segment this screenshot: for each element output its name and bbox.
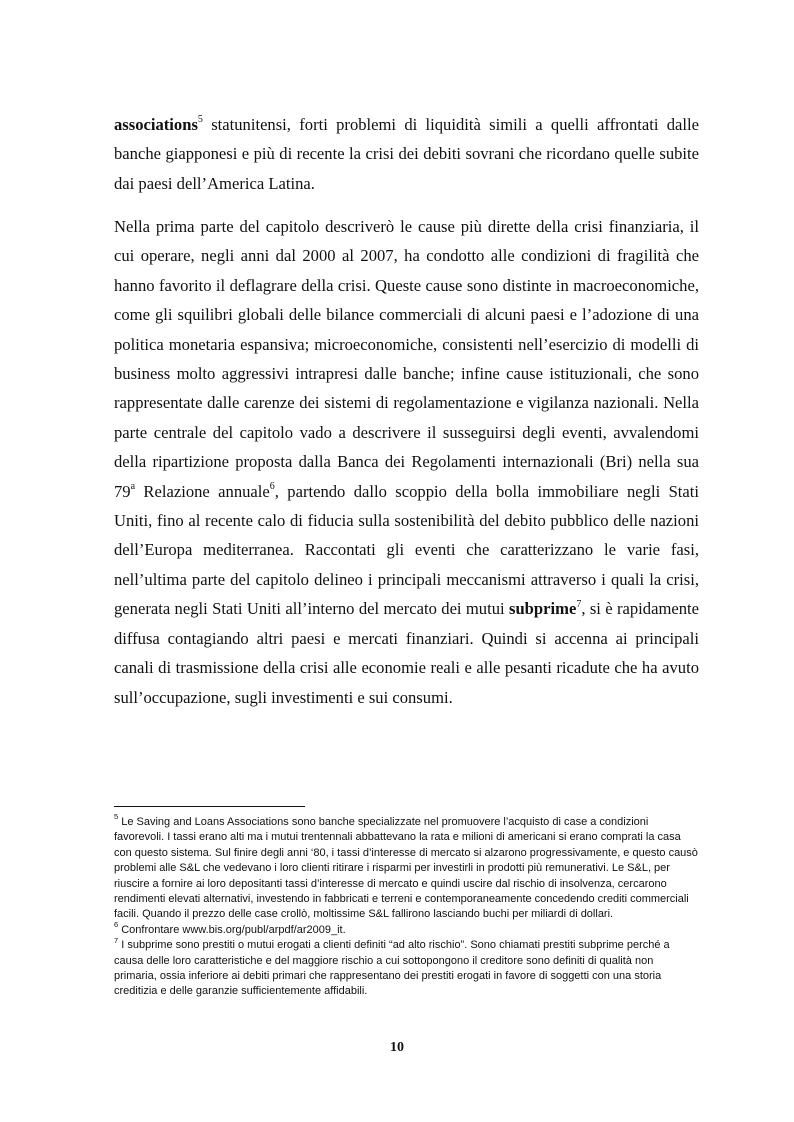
paragraph-2-text-part-3: , partendo dallo scoppio della bolla immobiliare negli Stati Uniti, fino al recente calo di fiducia sulla sostenibilità del debito pubblico delle nazioni dell’Europa mediterranea. Raccontati gli eventi che caratterizzano le varie fasi, nell’ultima parte del capitolo delineo i principali meccanismi attraverso i quali la crisi, generata negli Stati Uniti all’interno del mercato dei mutui [114, 481, 699, 619]
body-paragraph-1 [114, 110, 699, 198]
footnote-ref-6: 6 [269, 481, 275, 493]
footnotes [114, 812, 698, 1000]
body-paragraph-2 [114, 212, 699, 712]
term-associations: associations [114, 115, 198, 134]
footnote-ref-5: 5 [197, 114, 203, 126]
footnote-text: Le Saving and Loans Associations sono banche specializzate nel promuovere l’acquisto di case a condizioni favorevoli. I tassi erano alti ma i mutui trentennali abbattevano la rata e milioni di americani si erano comprati la casa con questo sistema. Sul finire degli anni ‘80, i tassi d’interesse di mercato si alzarono progressivamente, e questo causò problemi alle S&L che vedevano i loro clienti ritirare i risparmi per investirli in prodotti più remunerativi. Le S&L, per riuscire a fornire ai loro depositanti tassi d’interesse di mercato e quindi uscire dal rischio di insolvenza, cercarono rendimenti elevati alternativi, investendo in fabbricati e terreni e contemporaneamente concedendo crediti commerciali facili. Quando il prezzo delle case crollò, moltissime S&L fallirono lasciando buchi per miliardi di dollari. [114, 816, 698, 921]
paragraph-2-text-part-4: , si è rapidamente diffusa contagiando altri paesi e mercati finanziari. Quindi si accenna ai principali canali di trasmissione della crisi alle economie reali e alle pesanti ricadute che ha avuto sull’occupazione, sugli investimenti e sui consumi. [114, 599, 699, 707]
footnote-6 [114, 920, 698, 938]
footnote-text: I subprime sono prestiti o mutui erogati a clienti definiti “ad alto rischio”. Sono chiamati prestiti subprime perché a causa delle loro caratteristiche e del maggiore rischio a cui sottopongono il creditore sono definiti di qualità non primaria, ossia inferiore ai debiti primari che rappresentano dei prestiti erogati in favore di soggetti con una storia creditizia e delle garanzie sufficientemente affidabili. [114, 939, 670, 998]
footnote-ref-7: 7 [576, 598, 582, 610]
term-subprime: subprime [509, 599, 577, 619]
footnote-5 [114, 812, 698, 923]
page-number: 10 [390, 1040, 404, 1055]
footnote-text: Confrontare www.bis.org/publ/arpdf/ar2009_it. [118, 923, 346, 936]
footnote-number: 7 [114, 935, 119, 945]
ordinal-superscript: a [130, 481, 136, 493]
footnote-number: 6 [114, 920, 119, 930]
paragraph-1-text: statunitensi, forti problemi di liquidità simili a quelli affrontati dalle banche giapponesi e più di recente la crisi dei debiti sovrani che ricordano quelle subite dai paesi dell’America Latina. [114, 115, 699, 193]
footnote-7 [114, 935, 698, 1000]
footnote-number: 5 [114, 812, 119, 822]
footnote-separator [114, 806, 305, 807]
paragraph-2-text-part-2: Relazione annuale [135, 481, 270, 501]
paragraph-2-text-part-1: Nella prima parte del capitolo descriverò le cause più dirette della crisi finanziaria, il cui operare, negli anni dal 2000 al 2007, ha condotto alle condizioni di fragilità che hanno favorito il deflagrare della crisi. Queste cause sono distinte in macroeconomiche, come gli squilibri globali delle bilance commerciali di alcuni paesi e l’adozione di una politica monetaria espansiva; microeconomiche, consistenti nell’esercizio di modelli di business molto aggressivi intrapresi dalle banche; infine cause istituzionali, che sono rappresentate dalle carenze dei sistemi di regolamentazione e vigilanza nazionali. Nella parte centrale del capitolo vado a descrivere il susseguirsi degli eventi, avvalendomi della ripartizione proposta dalla Banca dei Regolamenti internazionali (Bri) nella sua 79 [114, 217, 699, 501]
